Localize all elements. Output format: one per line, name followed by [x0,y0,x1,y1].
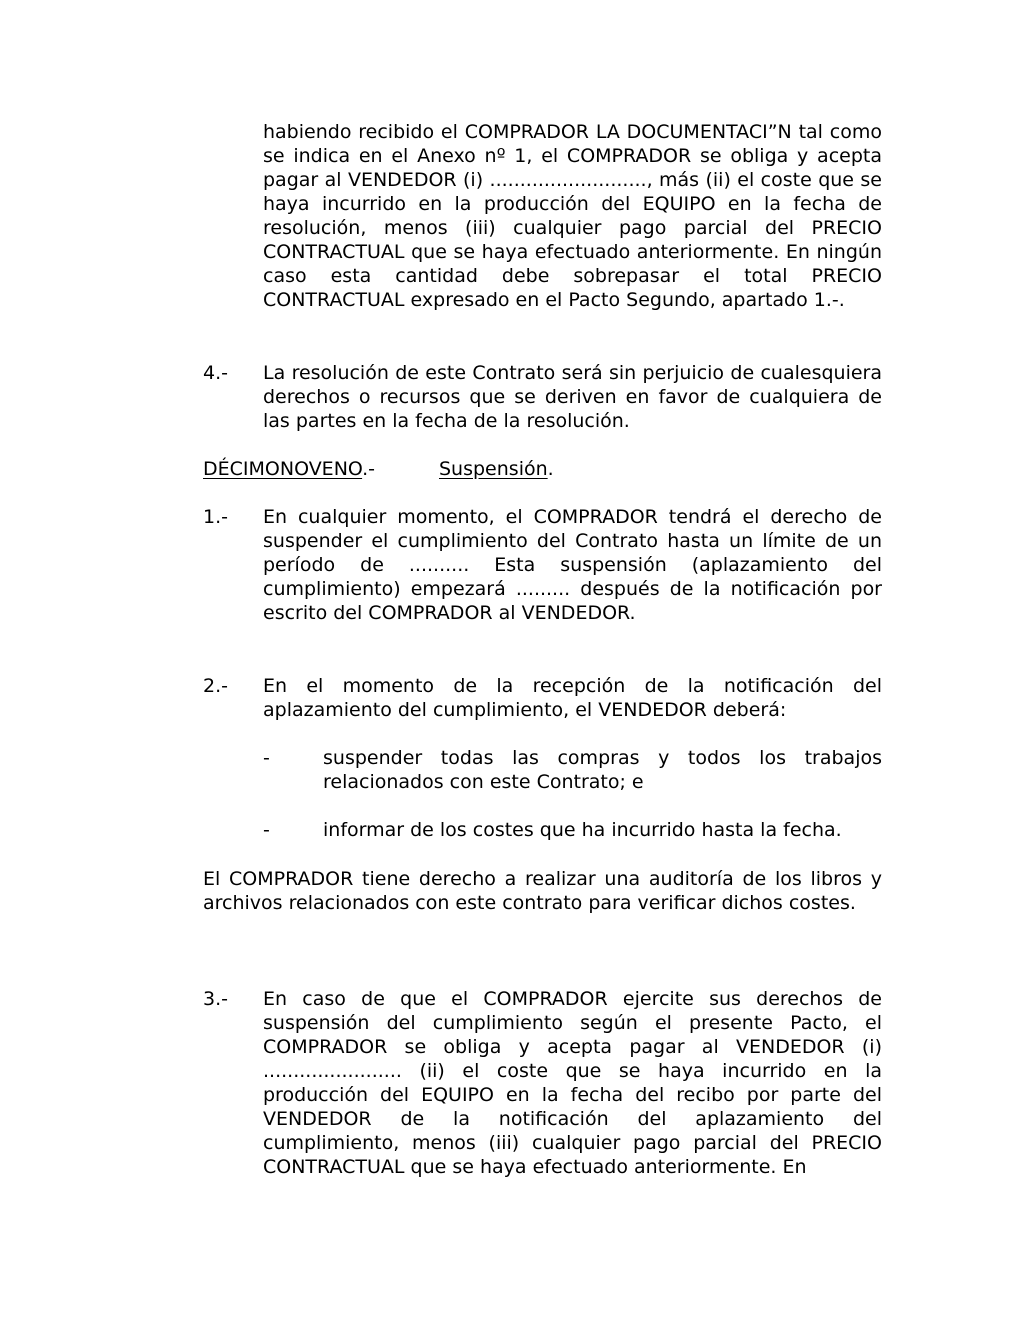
clause-1-text: En cualquier momento, el COMPRADOR tendrá el derecho de suspender el cumplimiento del Contrato hasta un límite de un período de .......... Esta suspensión (aplazamiento del cumplimiento) empezará ......... después de la notificación por escrito del COMPRADOR al VENDEDOR. [263,506,882,624]
intro-paragraph-block [203,120,882,312]
clause-3 [203,987,882,1179]
clause-2 [203,674,882,722]
subitem-text: informar de los costes que ha incurrido hasta la fecha. [323,819,842,841]
clause-4-number: 4.- [203,362,228,384]
clause-4-text: La resolución de este Contrato será sin perjuicio de cualesquiera derechos o recursos que se deriven en favor de cualquiera de las partes en la fecha de la resolución. [263,362,882,432]
clause-1 [203,505,882,625]
section-title: Suspensión [439,458,548,480]
clause-2-subitem [203,746,882,794]
clause-2-text: En el momento de la recepción de la notificación del aplazamiento del cumplimiento, el VENDEDOR deberá: [263,675,882,721]
clause-3-text: En caso de que el COMPRADOR ejercite sus derechos de suspensión del cumplimiento según el presente Pacto, el COMPRADOR se obliga y acepta pagar al VENDEDOR (i) ....................... (ii) el coste que se haya incurrido en la producción del EQUIPO en la fecha del recibo por parte del VENDEDOR de la notificación del aplazamiento del cumplimiento, menos (iii) cualquier pago parcial del PRECIO CONTRACTUAL que se haya efectuado anteriormente. En [263,988,882,1178]
subitem-dash: - [263,819,270,841]
clause-2-number: 2.- [203,675,228,697]
subitem-dash: - [263,747,270,769]
section-number-suffix: .- [362,458,375,480]
section-title-suffix: . [547,458,554,480]
clause-1-number: 1.- [203,506,228,528]
clause-4 [203,361,882,433]
audit-paragraph: El COMPRADOR tiene derecho a realizar una auditoría de los libros y archivos relacionados con este contrato para verificar dichos costes. [203,868,882,914]
intro-paragraph: habiendo recibido el COMPRADOR LA DOCUMENTACI”N tal como se indica en el Anexo nº 1, el COMPRADOR se obliga y acepta pagar al VENDEDOR (i) .........................., más (ii) el coste que se haya incurrido en la producción del EQUIPO en la fecha de resolución, menos (iii) cualquier pago parcial del PRECIO CONTRACTUAL que se haya efectuado anteriormente. En ningún caso esta cantidad debe sobrepasar el total PRECIO CONTRACTUAL expresado en el Pacto Segundo, apartado 1.-. [263,121,882,311]
section-number: DÉCIMONOVENO [203,458,363,480]
subitem-text: suspender todas las compras y todos los trabajos relacionados con este Contrato; e [323,747,882,793]
clause-2-subitem [203,818,882,842]
clause-3-number: 3.- [203,988,228,1010]
section-heading [203,457,882,481]
